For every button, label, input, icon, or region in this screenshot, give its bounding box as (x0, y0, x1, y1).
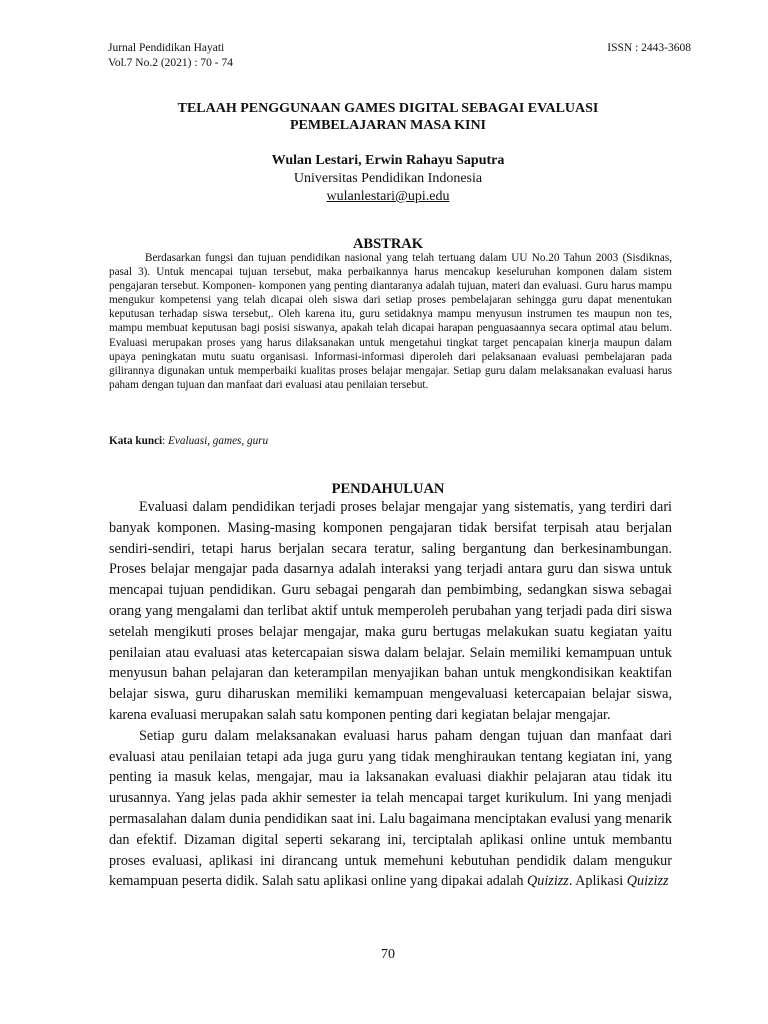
keywords-value: Evaluasi, games, guru (168, 435, 269, 447)
page-number: 70 (381, 947, 395, 962)
journal-header (108, 41, 233, 71)
paragraph-1: Evaluasi dalam pendidikan terjadi proses belajar mengajar yang sistematis, yang terdiri dari banyak komponen. Masing-masing komponen pengajaran tidak bersifat terpisah atau berjalan sendiri-sendiri, tetapi harus berjalan secara teratur, saling bergantung dan berkesinambungan. Proses belajar mengajar pada dasarnya adalah interaksi yang terjadi antara guru dan siswa untuk mencapai tujuan pendidikan. Guru sebagai pengarah dan pembimbing, sedangkan siswa sebagai orang yang mengalami dan terlibat aktif untuk memperoleh perubahan yang terjadi pada diri siswa setelah mengikuti proses belajar mengajar, maka guru bertugas melakukan suatu kegiatan yaitu penilaian atau evaluasi atas ketercapaian siswa dalam belajar. Selain memiliki kemampuan untuk menyusun bahan pelajaran dan keterampilan menyajikan bahan untuk mengkondisikan keaktifan belajar siswa, guru diharuskan memiliki kemampuan mengevaluasi ketercapaian belajar siswa, karena evaluasi merupakan salah satu komponen penting dari kegiatan belajar mengajar. (109, 499, 672, 723)
app-name-2: Quizizz (626, 873, 669, 890)
app-name: Quizizz (527, 873, 569, 890)
journal-name: Jurnal Pendidikan Hayati (108, 42, 225, 54)
author-email[interactable] (100, 188, 676, 205)
affiliation: Universitas Pendidikan Indonesia (293, 171, 483, 186)
authors: Wulan Lestari, Erwin Rahayu Saputra (271, 153, 505, 168)
paragraph-2 (109, 726, 672, 892)
email-link[interactable]: wulanlestari@upi.edu (326, 189, 450, 204)
title-line-2: PEMBELAJARAN MASA KINI (289, 118, 486, 133)
paragraph-2-text: Setiap guru dalam melaksanakan evaluasi harus paham dengan tujuan dan manfaat dari evaluasi atau penilaian tetapi ada juga guru yang tidak menghiraukan tentang kegiatan ini, yang penting ia masuk kelas, mengajar, mau ia laksanakan evaluasi diakhir pelajaran atau tidak itu urusannya. Yang jelas pada akhir semester ia telah mencapai target kurikulum. Ini yang menjadi permasalahan dalam dunia pendidikan saat ini. Lalu bagaimana menciptakan evalusi yang menarik dan efektif. Dizaman digital seperti sekarang ini, terciptalah aplikasi online untuk membantu proses evaluasi, aplikasi ini dirancang untuk memehuni kebutuhan pendidik dalam mengukur kemampuan peserta didik. Salah satu aplikasi online yang dipakai adalah (109, 727, 672, 890)
abstract-text (109, 251, 672, 392)
abstract-heading: ABSTRAK (352, 236, 424, 252)
title-line-1: TELAAH PENGGUNAAN GAMES DIGITAL SEBAGAI EVALUASI (177, 101, 599, 116)
section-heading: PENDAHULUAN (331, 481, 445, 497)
article-title (100, 100, 676, 134)
keywords: Kata kunci: Evaluasi, games, guru (109, 435, 269, 447)
paragraph-2-mid: . Aplikasi (568, 873, 624, 890)
introduction-body (109, 497, 672, 892)
abstract-body: Berdasarkan fungsi dan tujuan pendidikan nasional yang telah tertuang dalam UU No.20 Tahun 2003 (Sisdiknas, pasal 3). Untuk mencapai tujuan tersebut, maka perbaikannya harus mencakup keseluruhan komponen dalam sistem pengajaran tersebut. Komponen- komponen yang penting diantaranya adalah tujuan, materi dan evaluasi. Guru harus mampu mengukur kompetensi yang telah dicapai oleh siswa dari setiap proses pembelajaran sehingga guru dapat menentukan keputusan terhadap siswa tersebut,. Oleh karena itu, guru setidaknya mampu menyusun instrumen tes maupun non tes, mampu membuat keputusan bagi posisi siswanya, apakah telah dicapai harapan penguasaannya secara optimal atau belum. Evaluasi merupakan proses yang harus dilaksanakan untuk mengetahui tingkat target pencapaian kinerja maupun dalam upaya peningkatan mutu suatu organisasi. Informasi-informasi diperoleh dari pelaksanaan evaluasi pembelajaran pada gilirannya digunakan untuk memperbaiki kualitas proses belajar mengajar. Setiap guru dalam melaksanakan evaluasi harus paham dengan tujuan dan manfaat dari evaluasi atau penilaian tersebut. (109, 252, 672, 391)
journal-volume: Vol.7 No.2 (2021) : 70 - 74 (108, 57, 234, 69)
issn: ISSN : 2443-3608 (607, 42, 691, 54)
keywords-label: Kata kunci (109, 435, 163, 447)
